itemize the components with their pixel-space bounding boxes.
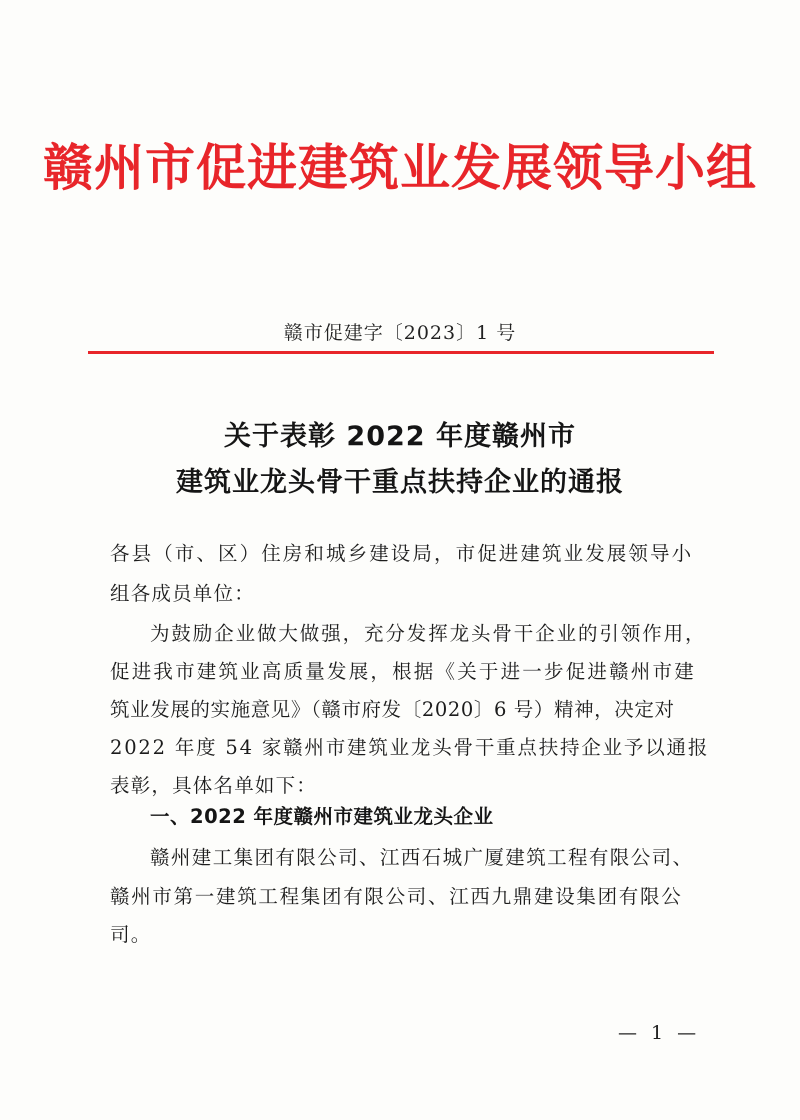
- body-line: 为鼓励企业做大做强，充分发挥龙头骨干企业的引领作用，: [150, 622, 707, 645]
- section-heading: 一、2022 年度赣州市建筑业龙头企业: [150, 805, 494, 828]
- body-line: 2022 年度 54 家赣州市建筑业龙头骨干重点扶持企业予以通报: [110, 736, 710, 759]
- company-list-line: 赣州市第一建筑工程集团有限公司、江西九鼎建设集团有限公: [110, 885, 683, 908]
- body-line: 筑业发展的实施意见》（赣市府发〔2020〕6 号）精神，决定对: [110, 698, 675, 721]
- body-line: 表彰，具体名单如下：: [110, 774, 318, 797]
- red-divider-rule: [88, 351, 714, 354]
- body-line: 各县（市、区）住房和城乡建设局，市促进建筑业发展领导小: [110, 542, 694, 565]
- body-line: 促进我市建筑业高质量发展，根据《关于进一步促进赣州市建: [110, 660, 696, 683]
- page-number: — 1 —: [618, 1022, 701, 1044]
- company-list-line: 赣州建工集团有限公司、江西石城广厦建筑工程有限公司、: [150, 846, 694, 869]
- issuer-masthead: 赣州市促进建筑业发展领导小组: [43, 139, 757, 197]
- document-title-line-2: 建筑业龙头骨干重点扶持企业的通报: [176, 467, 624, 498]
- company-list-line: 司。: [110, 923, 152, 946]
- document-number: 赣市促建字〔2023〕1 号: [283, 322, 517, 344]
- document-title-line-1: 关于表彰 2022 年度赣州市: [224, 421, 576, 452]
- body-line: 组各成员单位：: [110, 582, 255, 605]
